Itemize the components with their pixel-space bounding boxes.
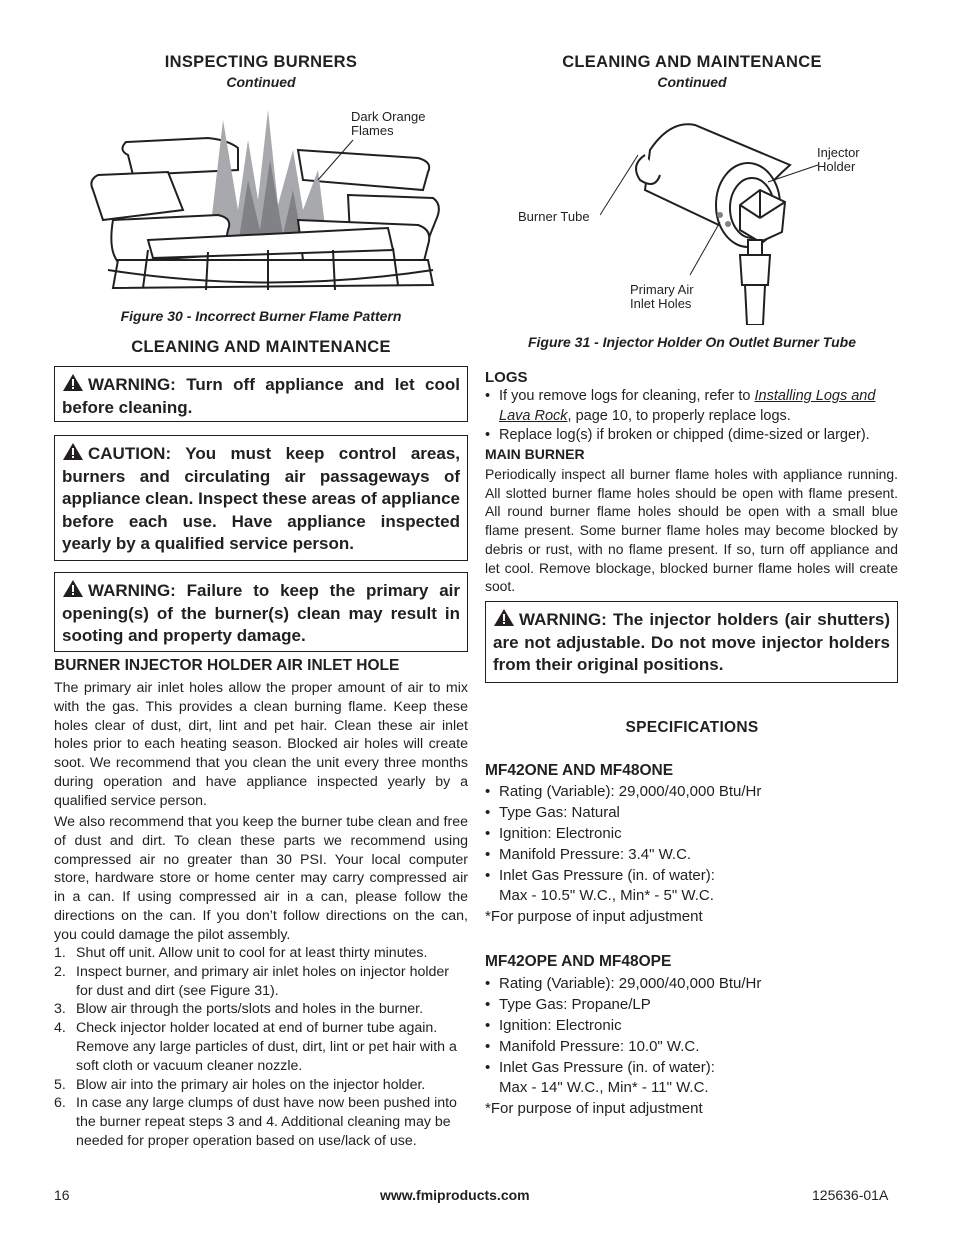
list-item: • Ignition: Electronic (485, 1015, 899, 1036)
figure-30-label-dark-orange-flames: Dark Orange Flames (351, 109, 426, 138)
model2-note: *For purpose of input adjustment (485, 1100, 703, 1117)
page-number: 16 (54, 1187, 70, 1203)
list-item: 2. Inspect burner, and primary air inlet holes on injector holder for dust and dirt (see Figure 31). (54, 963, 450, 999)
warning-box-primary-air (54, 572, 468, 652)
list-item: • Manifold Pressure: 10.0" W.C. (485, 1036, 899, 1057)
injector-paragraph-1: The primary air inlet holes allow the proper amount of air to mix with the gas. This provides a clean burning flame. Keep these holes clear of dust, dirt, lint and pet hair. Clean these air inlet holes prior to each heating season. Blocked air holes will create soot. We recommend that you clean the unit every three months during operation and have appliance inspected yearly by a qualified service person. (54, 680, 468, 809)
warning-triangle-icon (493, 608, 515, 627)
list-item: • If you remove logs for cleaning, refer to Installing Logs and Lava Rock, page 10, to properly replace logs. (485, 387, 899, 426)
figure-31-label-injector-holder: Injector Holder (817, 145, 860, 174)
model1-pressure-values: Max - 10.5" W.C., Min* - 5" W.C. (499, 887, 714, 904)
warning-box-injector-holders (485, 601, 898, 683)
list-item: • Ignition: Electronic (485, 823, 899, 844)
list-item: • Type Gas: Propane/LP (485, 994, 899, 1015)
list-item: • Inlet Gas Pressure (in. of water): (485, 865, 899, 886)
warning-text: WARNING: Failure to keep the primary air opening(s) of the burner(s) clean may result in sooting and property damage. (62, 581, 460, 645)
list-item: • Rating (Variable): 29,000/40,000 Btu/Hr (485, 781, 899, 802)
caution-box-keep-clean (54, 435, 468, 561)
logs-list (485, 387, 899, 446)
list-item: • Type Gas: Natural (485, 802, 899, 823)
specifications-title: SPECIFICATIONS (625, 719, 759, 736)
list-item: • Replace log(s) if broken or chipped (dime-sized or larger). (485, 426, 899, 446)
list-item: 6. In case any large clumps of dust have now been pushed into the burner repeat steps 3 and 4. Additional cleaning may be needed for proper operation based on use/lack of use. (54, 1095, 457, 1149)
section-title-inspecting-burners: INSPECTING BURNERS (164, 53, 358, 71)
list-item: 1. Shut off unit. Allow unit to cool for at least thirty minutes. (54, 945, 428, 961)
figure-30-caption: Figure 30 - Incorrect Burner Flame Pattern (120, 308, 402, 324)
section-title-cleaning-maintenance-right: CLEANING AND MAINTENANCE (562, 53, 822, 71)
list-item: 3. Blow air through the ports/slots and holes in the burner. (54, 1001, 424, 1018)
injector-holder-heading: BURNER INJECTOR HOLDER AIR INLET HOLE (54, 657, 400, 674)
list-item: • Manifold Pressure: 3.4" W.C. (485, 844, 899, 865)
footer-website[interactable]: www.fmiproducts.com (380, 1187, 530, 1203)
model1-note: *For purpose of input adjustment (485, 908, 703, 925)
section-continued-label-right: Continued (657, 74, 727, 90)
model1-heading: MF42ONE AND MF48ONE (485, 762, 674, 779)
installing-logs-link[interactable]: Installing Logs and Lava Rock (499, 388, 876, 424)
section-continued-label: Continued (226, 74, 296, 90)
caution-text: CAUTION: You must keep control areas, burners and circulating air passageways of appliance clean. Inspect these areas of appliance before each use. Have appliance inspected yearly by a qualified service person. (62, 444, 460, 553)
warning-triangle-icon (62, 373, 84, 392)
model2-spec-list (485, 973, 899, 1078)
model2-heading: MF42OPE AND MF48OPE (485, 953, 672, 970)
injector-paragraph-2: We also recommend that you keep the burner tube clean and free of dust and dirt. To clean these parts we recommend using compressed air no greater than 30 PSI. Your local computer store, hardware store or home center may carry compressed air in a can. If using compressed air in a can, please follow the directions on the can. If you don’t follow directions on the can, you could damage the pilot assembly. (54, 814, 468, 943)
list-item: 5. Blow air into the primary air holes on the injector holder. (54, 1076, 426, 1093)
list-item: • Inlet Gas Pressure (in. of water): (485, 1057, 899, 1078)
main-burner-heading: MAIN BURNER (485, 446, 585, 462)
figure-31-caption: Figure 31 - Injector Holder On Outlet Burner Tube (527, 334, 856, 350)
warning-text: WARNING: The injector holders (air shutters) are not adjustable. Do not move injector holders from their original positions. (493, 610, 890, 674)
cleaning-steps-list (54, 944, 468, 1151)
list-item: • Rating (Variable): 29,000/40,000 Btu/Hr (485, 973, 899, 994)
main-burner-paragraph: Periodically inspect all burner flame holes with appliance running. All slotted burner flame holes should be open with flame present. All round burner flame holes should be open with a small blue flame present. Some burner flame holes may become blocked by debris or rust, with no flame present. If so, turn off appliance and let cool. Remove blockage, blocked burner flame holes will create soot. (485, 466, 898, 595)
warning-box-turn-off (54, 366, 468, 422)
warning-triangle-icon (62, 442, 84, 461)
logs-heading: LOGS (485, 369, 528, 386)
model2-pressure-values: Max - 14" W.C., Min* - 11" W.C. (499, 1079, 709, 1096)
list-item: 4. Check injector holder located at end of burner tube again. Remove any large particles of dust, dirt, lint or pet hair with a soft cloth or vacuum cleaner nozzle. (54, 1020, 457, 1074)
figure-31-label-burner-tube: Burner Tube (518, 209, 590, 224)
model1-spec-list (485, 781, 899, 886)
warning-text: WARNING: Turn off appliance and let cool before cleaning. (62, 375, 460, 417)
warning-triangle-icon (62, 579, 84, 598)
figure-31-label-primary-air: Primary Air Inlet Holes (630, 282, 694, 311)
document-number: 125636-01A (812, 1187, 889, 1203)
section-title-cleaning-maintenance: CLEANING AND MAINTENANCE (131, 338, 391, 356)
